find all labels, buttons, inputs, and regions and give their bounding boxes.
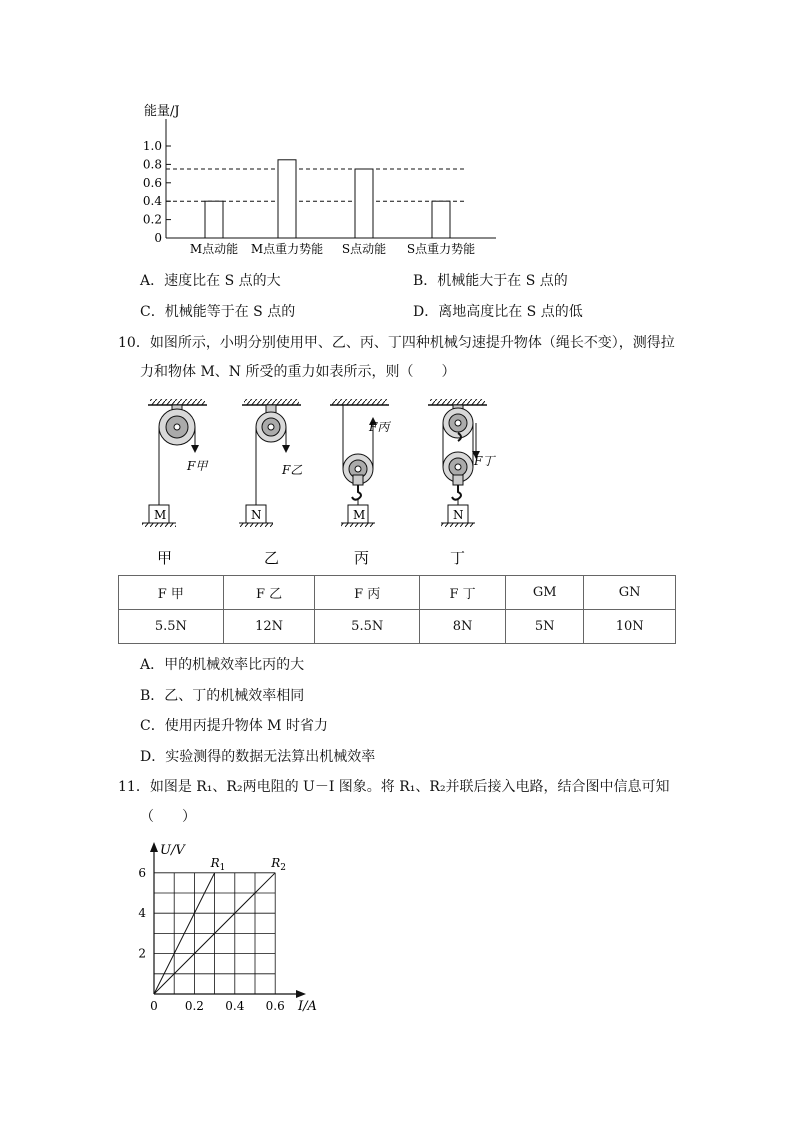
bar — [355, 169, 373, 238]
ui-graph — [130, 838, 350, 1018]
pulley-figure — [110, 395, 510, 570]
q11-stem-line1: 11．如图是 R₁、R₂两电阻的 U－I 图象。将 R₁、R₂并联后接入电路，结合图中信息可知 — [118, 779, 670, 795]
pulley-bing — [330, 399, 391, 567]
y-tick-label: 0.2 — [142, 212, 162, 227]
force-label-ding: F丁 — [474, 454, 495, 468]
option-letter: C． — [140, 718, 165, 734]
force-label-bing: F丙 — [369, 420, 390, 434]
option-letter: A． — [140, 273, 165, 289]
energy-bar-chart — [130, 95, 510, 260]
option-text: 乙、丁的机械效率相同 — [164, 688, 305, 704]
q10-option-a[interactable] — [140, 654, 304, 674]
chart-bars — [205, 160, 450, 238]
q10-option-c[interactable] — [140, 715, 328, 735]
category-label: S点重力势能 — [406, 242, 476, 256]
figure-label-jia: 甲 — [157, 549, 173, 567]
force-table — [118, 575, 676, 644]
table-header-cell: GN — [584, 576, 676, 610]
table-value-cell: 5N — [506, 610, 584, 644]
option-letter: C． — [140, 304, 165, 320]
y-tick-label: 2 — [138, 946, 146, 961]
figure-label-bing: 丙 — [354, 549, 370, 567]
option-text: 机械能大于在 S 点的 — [437, 273, 568, 289]
x-tick-label: 0 — [150, 999, 158, 1013]
table-header-cell: F 丁 — [420, 576, 506, 610]
bar — [432, 201, 450, 238]
chart-category-labels — [190, 241, 475, 256]
option-letter: D． — [413, 304, 439, 320]
block-label-bing: M — [353, 508, 366, 522]
q9-option-b[interactable] — [413, 270, 568, 290]
graph-ticks — [138, 866, 284, 1013]
category-label: M点动能 — [189, 242, 239, 256]
q10-option-d[interactable] — [140, 746, 375, 766]
q10-stem-line1: 10．如图所示，小明分别使用甲、乙、丙、丁四种机械匀速提升物体（绳长不变），测得拉 — [118, 335, 675, 351]
y-tick-label: 4 — [138, 906, 146, 921]
q10-stem-line2: 力和物体 M、N 所受的重力如表所示，则（ ） — [140, 364, 456, 380]
force-label-yi: F乙 — [282, 463, 303, 477]
figure-label-yi: 乙 — [264, 549, 280, 567]
graph-x-arrow — [296, 990, 306, 998]
q9-option-a[interactable] — [140, 270, 281, 290]
category-label: S点动能 — [341, 242, 387, 256]
figure-label-ding: 丁 — [450, 549, 466, 567]
x-tick-label: 0.4 — [225, 999, 245, 1013]
bar — [205, 201, 223, 238]
x-tick-label: 0.6 — [265, 999, 285, 1013]
chart-y-ticks — [143, 139, 171, 245]
category-label: M点重力势能 — [250, 242, 324, 256]
block-label-jia: M — [154, 508, 167, 522]
q10-option-b[interactable] — [140, 685, 304, 705]
series-label-r1: $R_1$ — [210, 855, 226, 873]
table-value-cell: 5.5N — [315, 610, 420, 644]
y-tick-label: 0.6 — [142, 175, 162, 190]
block-label-yi: N — [251, 508, 262, 522]
y-tick-label: 0 — [154, 231, 162, 245]
option-text: 实验测得的数据无法算出机械效率 — [165, 749, 376, 765]
y-tick-label: 0.4 — [142, 194, 162, 209]
table-value-cell: 5.5N — [119, 610, 224, 644]
pulley-ding — [428, 399, 496, 567]
table-header-cell: GM — [506, 576, 584, 610]
table-header-cell: F 甲 — [119, 576, 224, 610]
table-value-cell: 12N — [223, 610, 315, 644]
graph-xlabel: I/A — [298, 999, 317, 1014]
force-label-jia: F甲 — [187, 459, 208, 473]
series-label-r2: $R_2$ — [271, 855, 286, 873]
q11-stem-line2: （ ） — [140, 809, 196, 825]
option-text: 离地高度比在 S 点的低 — [438, 304, 583, 320]
block-label-ding: N — [453, 508, 464, 522]
option-text: 使用丙提升物体 M 时省力 — [164, 718, 328, 734]
option-text: 甲的机械效率比丙的大 — [164, 657, 305, 673]
table-value-cell: 10N — [584, 610, 676, 644]
table-header-row — [119, 576, 676, 610]
chart-reference-lines — [166, 169, 466, 201]
pulley-jia — [142, 399, 209, 567]
option-letter: B． — [413, 273, 438, 289]
option-text: 机械能等于在 S 点的 — [164, 304, 296, 320]
table-value-cell: 8N — [420, 610, 506, 644]
y-tick-label: 6 — [138, 865, 146, 880]
option-text: 速度比在 S 点的大 — [164, 273, 281, 289]
x-tick-label: 0.2 — [184, 999, 204, 1013]
chart-ylabel: 能量/J — [144, 104, 180, 119]
table-value-row — [119, 610, 676, 644]
table-header-cell: F 乙 — [223, 576, 315, 610]
y-tick-label: 1.0 — [142, 139, 162, 153]
option-letter: B． — [140, 688, 165, 704]
graph-lines — [154, 856, 286, 994]
q9-option-d[interactable] — [413, 301, 583, 321]
y-tick-label: 0.8 — [142, 157, 162, 172]
graph-ylabel: U/V — [160, 843, 185, 858]
option-letter: D． — [140, 749, 166, 765]
option-letter: A． — [140, 657, 165, 673]
table-header-cell: F 丙 — [315, 576, 420, 610]
q9-option-c[interactable] — [140, 301, 295, 321]
graph-y-arrow — [150, 842, 158, 852]
bar — [278, 160, 296, 238]
pulley-yi — [239, 399, 302, 567]
